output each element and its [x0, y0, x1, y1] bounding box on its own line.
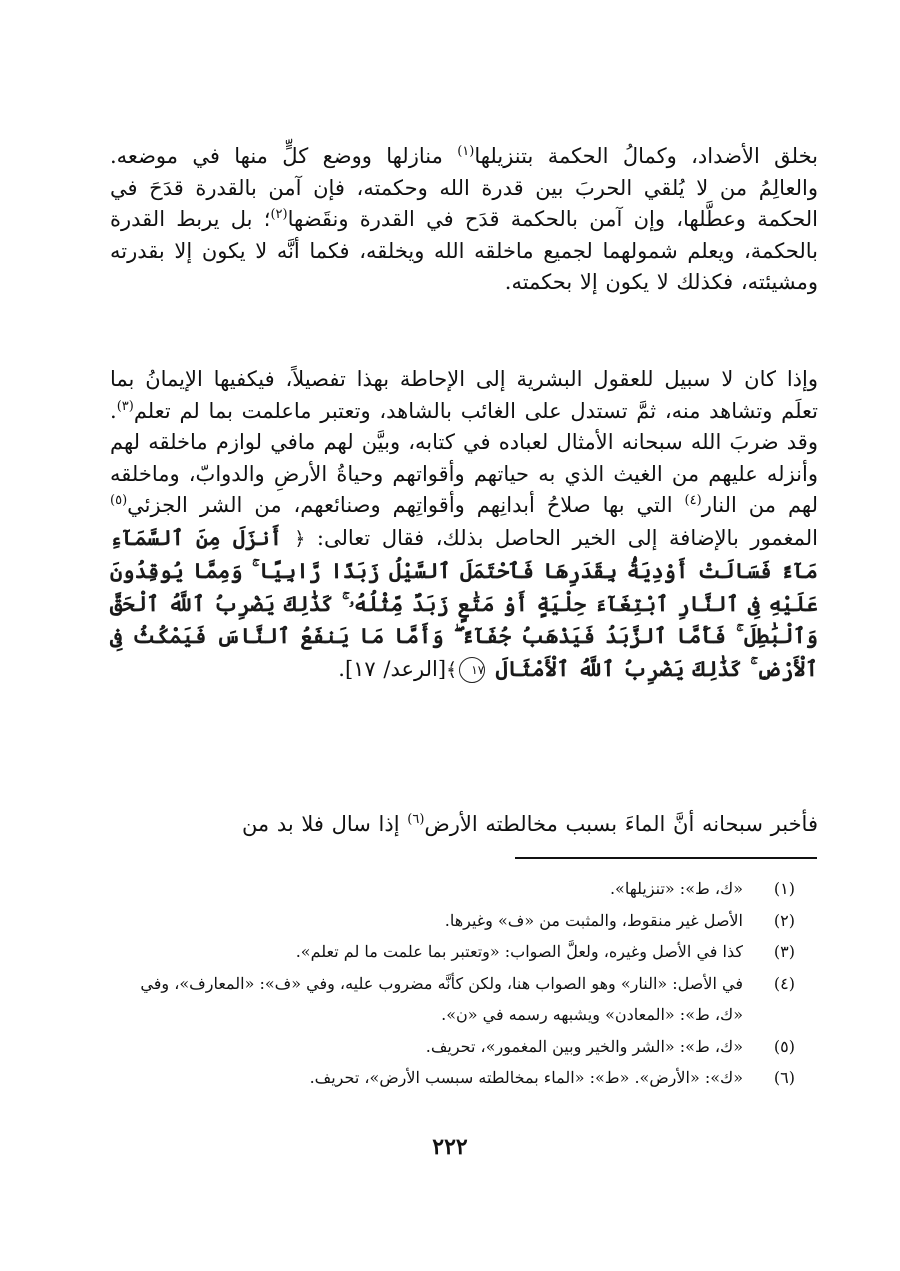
footnote-text: «ك، ط»: «تنزيلها». — [609, 879, 743, 898]
paragraph-3: فأخبر سبحانه أنَّ الماءَ بسبب مخالطته الأرض$^{(٦)}$ إذا سال فلا بد من — [241, 812, 818, 836]
page-number: ٢٢٢ — [432, 1134, 468, 1160]
footnote-ref-5[interactable]: (٥) — [110, 493, 128, 508]
footnote-item — [130, 1062, 795, 1094]
footnote-item — [130, 968, 795, 1031]
footnote-ref-2[interactable]: (٢) — [270, 207, 288, 222]
footnote-ref-6[interactable]: (٦) — [407, 812, 425, 827]
footnote-text: الأصل غير منقوط، والمثبت من «ف» وغيرها. — [444, 910, 743, 930]
footnote-number: (٥) — [773, 1036, 795, 1056]
footnote-item — [130, 873, 795, 905]
footnotes-list — [130, 873, 795, 1094]
footnote-item — [130, 936, 795, 968]
footnote-number: (٣) — [773, 942, 795, 961]
footnote-ref-4[interactable]: (٤) — [684, 493, 702, 508]
footnote-text: كذا في الأصل وغيره، ولعلَّ الصواب: «وتعتبر بما علمت ما لم تعلم». — [295, 942, 743, 961]
footnote-number: (٤) — [773, 973, 795, 993]
footnote-text: «ك، ط»: «الشر والخير وبين المغمور»، تحريف. — [425, 1036, 743, 1056]
verse-citation: [الرعد/ ١٧]. — [338, 656, 447, 681]
paragraph-1: بخلق الأضداد، وكمالُ الحكمة بتنزيلها$^{(١)}$ منازلها ووضع كلٍّ منها في موضعه. والعالِمُ من لا يُلقي الحربَ بين قدرة الله وحكمته، فإن آمن بالقدرة قدَحَ في الحكمة وعطَّلها، وإن آمن بالحكمة قدَح في القدرة ونقَضها$^{(٢)}$؛ بل يربط القدرة بالحكمة، ويعلم شمولهما لجميع ماخلقه الله ويخلقه، فكما أنَّه لا يكون إلا بقدرته ومشيئته، فكذلك لا يكون إلا بحكمته. — [110, 144, 819, 294]
ayah-number-marker: ١٧ — [459, 657, 485, 683]
paragraph-2: وإذا كان لا سبيل للعقول البشرية إلى الإحاطة بهذا تفصيلاً، فيكفيها الإيمانُ بما تعلَم وتشاهد منه، ثمَّ تستدل على الغائب بالشاهد، وتعتبر ماعلمت بما لم تعلم$^{(٣)}$. وقد ضربَ الله سبحانه الأمثال لعباده في كتابه، وبيَّن لهم مافي لوازم ماخلقه لهم وأنزله عليهم من الغيث الذي به حياتهم وأقواتهم وحياةُ الأرضِ والدوابّ، وماخلقه لهم من النار$^{(٤)}$ التي بها صلاحُ أبدانِهم وأقواتِهم وصنائعهم، من الشر الجزئي$^{(٥)}$ المغمور بالإضافة إلى الخير الحاصل بذلك، فقال تعالى: ﴿ أَنزَلَ مِنَ ٱلسَّمَآءِ مَآءً فَسَالَتْ أَوْدِيَةُۢ بِقَدَرِهَا فَٱحْتَمَلَ ٱلسَّيْلُ زَبَدًا رَّابِيًا ۚ وَمِمَّا يُوقِدُونَ عَلَيْهِ فِى ٱلنَّارِ ٱبْتِغَآءَ حِلْيَةٍ أَوْ مَتَٰعٍ زَبَدٌ مِّثْلُهُۥ ۚ كَذَٰلِكَ يَضْرِبُ ٱللَّهُ ٱلْحَقَّ وَٱلْبَٰطِلَ ۚ فَأَمَّا ٱلزَّبَدُ فَيَذْهَبُ جُفَآءً ۖ وَأَمَّا مَا يَنفَعُ ٱلنَّاسَ فَيَمْكُثُ فِى ٱلْأَرْضِ ۚ كَذَٰلِكَ يَضْرِبُ ٱللَّهُ ٱلْأَمْثَالَ ١٧﴾[الرعد/ ١٧]. — [110, 364, 818, 686]
footnote-item — [130, 905, 795, 937]
footnote-ref-1[interactable]: (١) — [457, 144, 475, 159]
footnote-item — [130, 1031, 795, 1063]
footnote-number: (١) — [773, 879, 795, 898]
quran-close-bracket: ﴾ — [446, 658, 458, 681]
footnote-text: «ك»: «الأرض». «ط»: «الماء بمخالطته سبسب الأرض»، تحريف. — [309, 1068, 743, 1087]
footnote-divider — [515, 857, 817, 859]
footnote-number: (٢) — [773, 910, 795, 930]
quran-verse: أَنزَلَ مِنَ ٱلسَّمَآءِ مَآءً فَسَالَتْ أَوْدِيَةُۢ بِقَدَرِهَا فَٱحْتَمَلَ ٱلسَّيْلُ زَبَدًا رَّابِيًا ۚ وَمِمَّا يُوقِدُونَ عَلَيْهِ فِى ٱلنَّارِ ٱبْتِغَآءَ حِلْيَةٍ أَوْ مَتَٰعٍ زَبَدٌ مِّثْلُهُۥ ۚ كَذَٰلِكَ يَضْرِبُ ٱللَّهُ ٱلْحَقَّ وَٱلْبَٰطِلَ ۚ فَأَمَّا ٱلزَّبَدُ فَيَذْهَبُ جُفَآءً ۖ وَأَمَّا مَا يَنفَعُ ٱلنَّاسَ فَيَمْكُثُ فِى ٱلْأَرْضِ ۚ كَذَٰلِكَ يَضْرِبُ ٱللَّهُ ٱلْأَمْثَالَ — [110, 524, 818, 681]
quran-open-bracket: ﴿ — [294, 527, 306, 550]
footnote-number: (٦) — [773, 1068, 795, 1087]
footnote-text: في الأصل: «النار» وهو الصواب هنا، ولكن كأنَّه مضروب عليه، وفي «ف»: «المعارف»، وفي «ك، ط»: «المعادن» ويشبهه رسمه في «ن». — [140, 973, 743, 1024]
footnote-ref-3[interactable]: (٣) — [116, 398, 134, 414]
